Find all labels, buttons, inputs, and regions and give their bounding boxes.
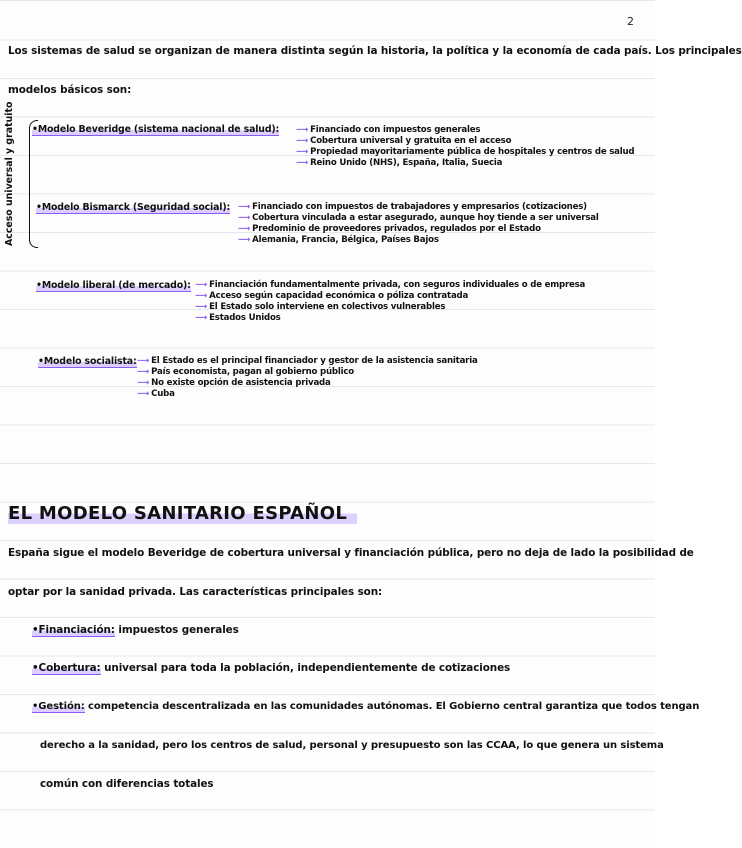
list-item: ⟶ Propiedad mayoritariamente pública de hospitales y centros de salud — [296, 147, 635, 157]
arrow-right-icon: ⟶ — [137, 378, 150, 388]
arrow-right-icon: ⟶ — [195, 280, 208, 290]
grouping-bracket — [29, 120, 38, 248]
arrow-right-icon: ⟶ — [195, 291, 208, 301]
arrow-right-icon: ⟶ — [137, 367, 150, 377]
gestion-continuation-2: común con diferencias totales — [40, 778, 214, 790]
arrow-right-icon: ⟶ — [195, 302, 208, 312]
list-item: ⟶ El Estado es el principal financiador y gestor de la asistencia sanitaria — [137, 356, 478, 366]
model-liberal-points — [195, 280, 585, 324]
vertical-label: Acceso universal y gratuito — [4, 101, 15, 246]
list-item: ⟶ Cobertura universal y gratuita en el acceso — [296, 136, 512, 146]
gestion-continuation-1: derecho a la sanidad, pero los centros de salud, personal y presupuesto son las CCAA, lo que genera un sistema — [40, 740, 664, 751]
item-text: universal para toda la población, independientemente de cotizaciones — [100, 662, 511, 674]
model-socialista-points — [137, 356, 478, 400]
arrow-right-icon: ⟶ — [238, 213, 251, 223]
arrow-right-icon: ⟶ — [238, 202, 251, 212]
page-number: 2 — [627, 15, 634, 28]
item-label: •Financiación: — [32, 624, 115, 636]
item-text: impuestos generales — [114, 624, 239, 636]
arrow-right-icon: ⟶ — [296, 158, 309, 168]
model-socialista-label: •Modelo socialista: — [38, 356, 137, 367]
arrow-right-icon: ⟶ — [296, 147, 309, 157]
model-bismarck-points — [238, 202, 599, 246]
list-item: ⟶ Financiación fundamentalmente privada, con seguros individuales o de empresa — [195, 280, 586, 290]
arrow-right-icon: ⟶ — [238, 224, 251, 234]
list-item: ⟶ Reino Unido (NHS), España, Italia, Suecia — [296, 158, 503, 168]
arrow-right-icon: ⟶ — [137, 356, 150, 366]
list-item: ⟶ Estados Unidos — [195, 313, 281, 323]
list-item: ⟶ Alemania, Francia, Bélgica, Países Bajos — [238, 235, 439, 245]
intro-line-1: Los sistemas de salud se organizan de manera distinta según la historia, la política y la economía de cada país. Los principales — [8, 45, 742, 57]
model-liberal-label: •Modelo liberal (de mercado): — [36, 280, 191, 291]
list-item: ⟶ No existe opción de asistencia privada — [137, 378, 331, 388]
intro-line-2: modelos básicos son: — [8, 84, 132, 96]
item-cobertura — [32, 662, 510, 674]
model-beveridge-points — [296, 125, 634, 169]
item-financiacion — [32, 624, 239, 636]
model-bismarck-label: •Modelo Bismarck (Seguridad social): — [36, 202, 231, 213]
list-item: ⟶ El Estado solo interviene en colectivos vulnerables — [195, 302, 446, 312]
list-item: ⟶ Cobertura vinculada a estar asegurado, aunque hoy tiende a ser universal — [238, 213, 599, 223]
model-beveridge-label: •Modelo Beveridge (sistema nacional de salud): — [32, 124, 280, 135]
item-gestion — [32, 701, 699, 712]
list-item: ⟶ Financiado con impuestos generales — [296, 125, 481, 135]
list-item: ⟶ Acceso según capacidad económica o póliza contratada — [195, 291, 469, 301]
arrow-right-icon: ⟶ — [195, 313, 208, 323]
arrow-right-icon: ⟶ — [238, 235, 251, 245]
arrow-right-icon: ⟶ — [296, 125, 309, 135]
list-item: ⟶ País economista, pagan al gobierno público — [137, 367, 354, 377]
arrow-right-icon: ⟶ — [296, 136, 309, 146]
section-intro-line-2: optar por la sanidad privada. Las características principales son: — [8, 586, 383, 598]
section-intro-line-1: España sigue el modelo Beveridge de cobertura universal y financiación pública, pero no deja de lado la posibilidad de — [8, 547, 694, 559]
list-item: ⟶ Financiado con impuestos de trabajadores y empresarios (cotizaciones) — [238, 202, 587, 212]
section-title: EL MODELO SANITARIO ESPAÑOL — [8, 503, 357, 524]
list-item: ⟶ Predominio de proveedores privados, regulados por el Estado — [238, 224, 541, 234]
item-label: •Cobertura: — [32, 662, 101, 674]
arrow-right-icon: ⟶ — [137, 389, 150, 399]
item-text: competencia descentralizada en las comunidades autónomas. El Gobierno central garantiza que todos tengan — [84, 701, 700, 712]
item-label: •Gestión: — [32, 701, 85, 712]
list-item: ⟶ Cuba — [137, 389, 175, 399]
